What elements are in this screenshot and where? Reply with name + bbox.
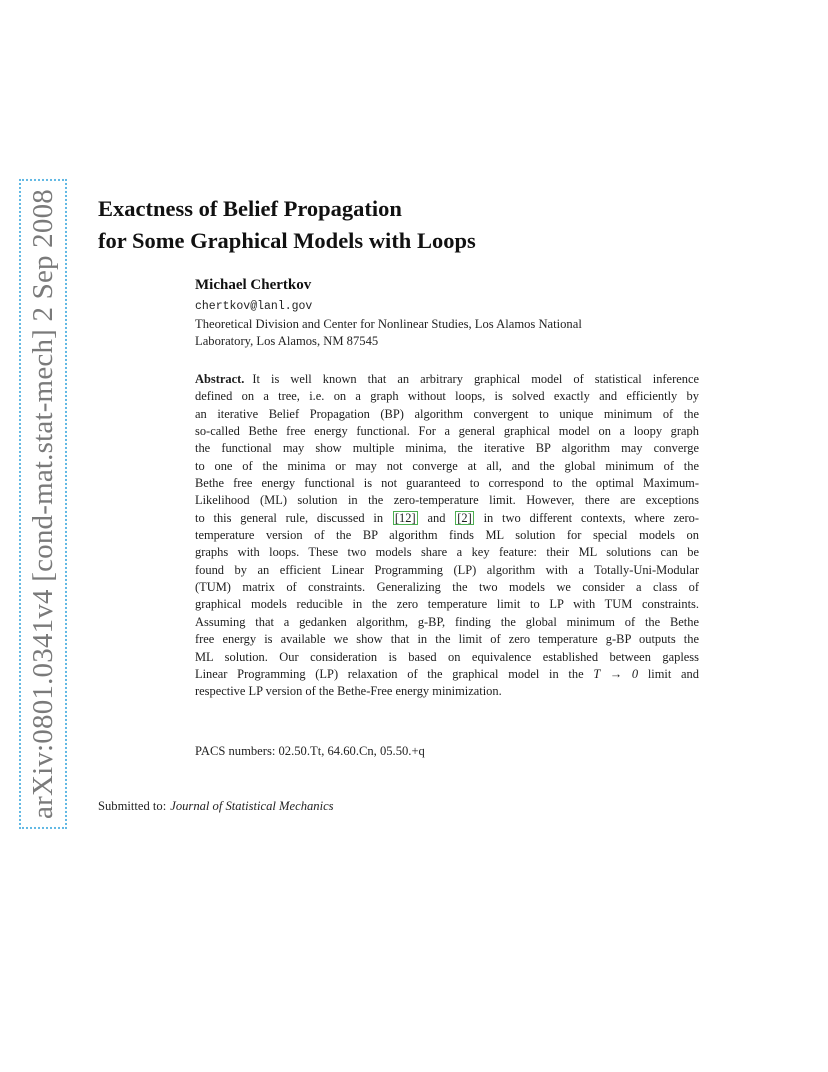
submission-label: Submitted to:: [98, 799, 167, 813]
author-affiliation: [195, 316, 665, 350]
abstract-line-3: an iterative Belief Propagation (BP) algorithm convergent to unique minimum of the: [195, 406, 699, 421]
abstract-line-9-part-a: to this general rule, discussed in: [195, 510, 384, 525]
abstract-line-13: (TUM) matrix of constraints. Generalizing the two models we consider a class of: [195, 580, 699, 595]
abstract-line-1-text: It is well known that an arbitrary graphical model of statistical inference: [252, 372, 699, 386]
abstract-line-9-part-b: and: [427, 510, 446, 525]
affiliation-line-2: Laboratory, Los Alamos, NM 87545: [195, 334, 379, 348]
abstract-line-11: graphs with loops. These two models share a key feature: their ML solutions can be: [195, 545, 699, 560]
abstract-line-16: free energy is available we show that in the limit of zero temperature g-BP outputs the: [195, 632, 699, 647]
abstract: [195, 371, 699, 701]
abstract-line-18: [195, 666, 699, 683]
abstract-line-8: Likelihood (ML) solution in the zero-temperature limit. However, there are exceptions: [195, 493, 699, 508]
math-t-to-zero: T → 0: [593, 666, 639, 681]
journal-name: Journal of Statistical Mechanics: [170, 799, 334, 813]
abstract-line-15: Assuming that a gedanken algorithm, g-BP, finding the global minimum of the Bethe: [195, 614, 699, 629]
arxiv-side-stamp: arXiv:0801.0341v4 [cond-mat.stat-mech] 2 Sep 2008: [19, 179, 67, 829]
abstract-line-14: graphical models reducible in the zero temperature limit to LP with TUM constraints.: [195, 597, 699, 612]
abstract-line-17: ML solution. Our consideration is based on equivalence established between gapless: [195, 649, 699, 664]
abstract-line-5: the functional may show multiple minima, the iterative BP algorithm may converge: [195, 441, 699, 456]
abstract-line-6: to one of the minima or may not converge at all, and the global minimum of the: [195, 458, 699, 473]
paper-title: [98, 193, 718, 257]
citation-link-2[interactable]: [2]: [457, 510, 472, 525]
affiliation-line-1: Theoretical Division and Center for Nonlinear Studies, Los Alamos National: [195, 317, 582, 331]
arxiv-side-stamp-wrapper: [16, 189, 70, 819]
paper-title-line-1: Exactness of Belief Propagation: [98, 196, 402, 221]
submission-note: [98, 798, 334, 814]
abstract-line-7: Bethe free energy functional is not guaranteed to correspond to the optimal Maximum-: [195, 476, 699, 491]
paper-title-line-2: for Some Graphical Models with Loops: [98, 228, 476, 253]
author-name: Michael Chertkov: [195, 277, 312, 293]
abstract-line-2: defined on a tree, i.e. on a graph without loops, is solved exactly and efficiently by: [195, 389, 699, 404]
abstract-line-9: [195, 510, 699, 527]
abstract-line-18-part-a: Linear Programming (LP) relaxation of the graphical model in the: [195, 666, 584, 681]
abstract-line-1: [195, 371, 699, 388]
pacs-numbers: PACS numbers: 02.50.Tt, 64.60.Cn, 05.50.+q: [195, 744, 425, 758]
abstract-line-4: so-called Bethe free energy functional. For a general graphical model on a loopy graph: [195, 424, 699, 439]
abstract-line-10: temperature version of the BP algorithm finds ML solution for special models on: [195, 528, 699, 543]
abstract-line-19: respective LP version of the Bethe-Free energy minimization.: [195, 684, 502, 699]
citation-link-12[interactable]: [12]: [394, 510, 416, 525]
author-email: chertkov@lanl.gov: [195, 300, 313, 313]
abstract-label: Abstract.: [195, 372, 245, 386]
abstract-line-9-part-c: in two different contexts, where zero-: [483, 510, 700, 525]
abstract-line-12: found by an efficient Linear Programming (LP) algorithm with a Totally-Uni-Modular: [195, 562, 699, 577]
abstract-line-18-part-b: limit and: [647, 666, 699, 681]
